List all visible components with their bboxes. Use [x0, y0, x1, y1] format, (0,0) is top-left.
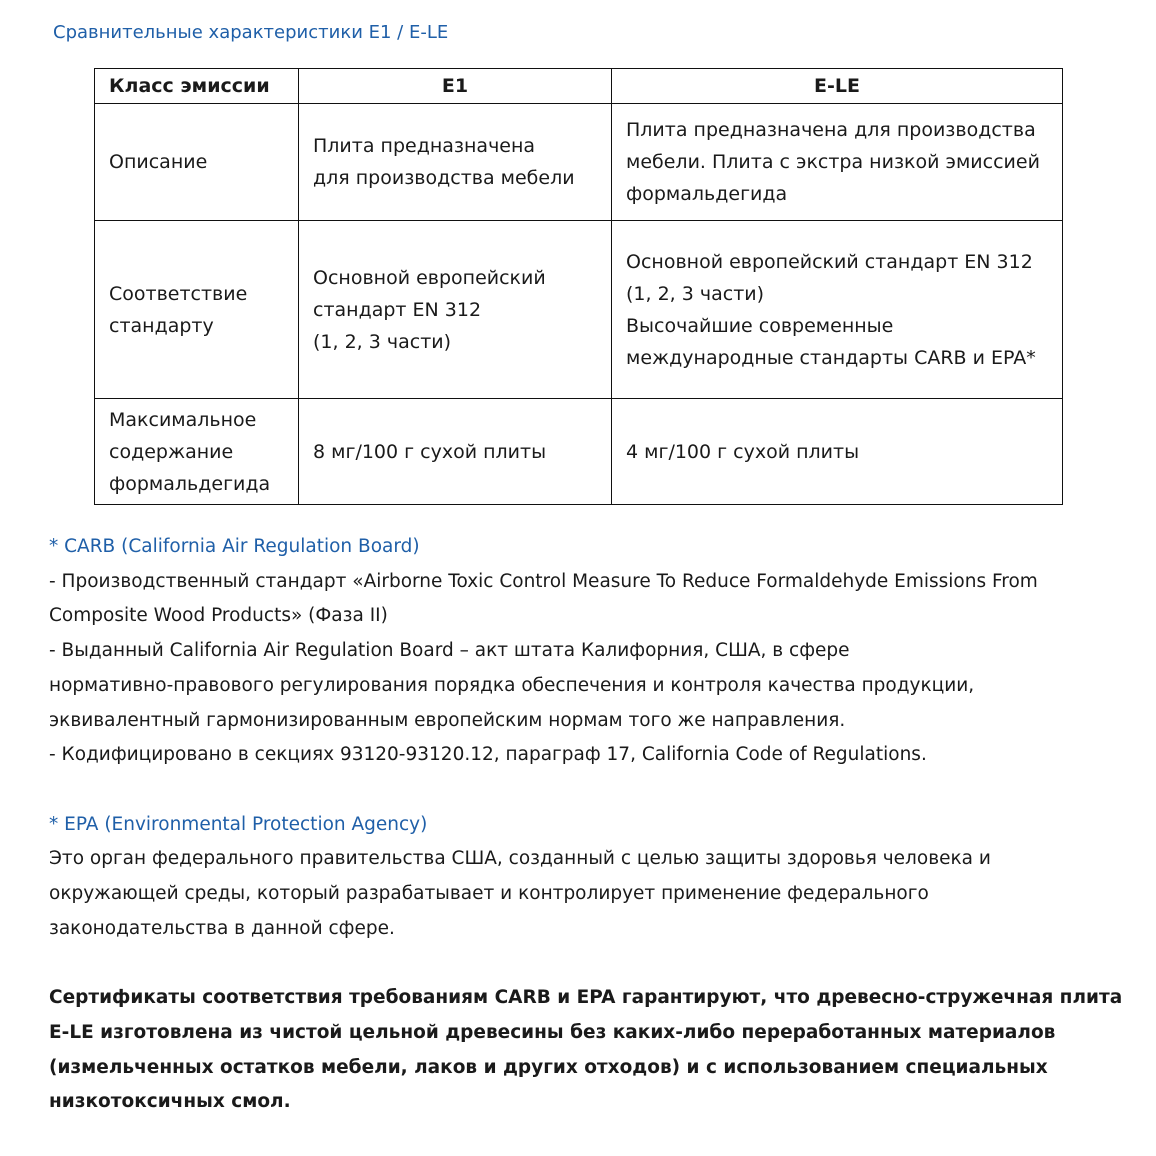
header-e1: E1: [299, 69, 612, 104]
cell-line: содержание: [109, 440, 234, 463]
table-header-row: [95, 69, 1063, 104]
header-ele: E-LE: [612, 69, 1063, 104]
cell-line: Плита предназначена: [313, 135, 536, 157]
cell-line: 8 мг/100 г сухой плиты: [313, 440, 547, 463]
footnotes: [49, 530, 1129, 1120]
carb-line: - Производственный стандарт «Airborne Toxic Control Measure To Reduce Formaldehyde Emissions From: [49, 570, 1038, 592]
cell-line: (1, 2, 3 части): [313, 330, 452, 353]
cell-line: Высочайшие современные: [626, 314, 894, 337]
carb-line: - Выданный California Air Regulation Board – акт штата Калифорния, США, в сфере: [49, 640, 850, 662]
conclusion-line: (измельченных остатков мебели, лаков и других отходов) и с использованием специальных: [49, 1056, 1048, 1078]
header-emission-class: Класс эмиссии: [95, 69, 299, 104]
table-row: [95, 221, 1063, 399]
row-label-max-formaldehyde: [95, 399, 299, 505]
cell-line: (1, 2, 3 части): [626, 282, 765, 305]
cell-line: формальдегида: [626, 183, 788, 205]
comparison-table: [94, 68, 1063, 505]
table-row: [95, 399, 1063, 505]
epa-line: законодательства в данной сфере.: [49, 917, 395, 939]
cell-line: международные стандарты CARB и EPA*: [626, 346, 1036, 369]
cell-line: 4 мг/100 г сухой плиты: [626, 440, 860, 463]
cell-e1-description: [299, 104, 612, 221]
conclusion-line: Сертификаты соответствия требованиям CARB и EPA гарантируют, что древесно-стружечная плита: [49, 987, 1123, 1009]
spacer: [49, 946, 1129, 981]
cell-e1-standard: [299, 221, 612, 399]
cell-line: Максимальное: [109, 408, 257, 431]
cell-line: Основной европейский стандарт EN 312: [626, 250, 1033, 273]
cell-ele-max-formaldehyde: [612, 399, 1063, 505]
carb-line: Composite Wood Products» (Фаза II): [49, 605, 388, 627]
cell-line: Основной европейский: [313, 266, 546, 289]
cell-ele-description: [612, 104, 1063, 221]
epa-heading: * EPA (Environmental Protection Agency): [49, 813, 428, 835]
cell-line: стандарту: [109, 314, 214, 337]
cell-line: формальдегида: [109, 472, 271, 495]
spacer: [49, 773, 1129, 808]
table-row: [95, 104, 1063, 221]
cell-line: Плита предназначена для производства: [626, 119, 1036, 141]
carb-line: нормативно-правового регулирования порядка обеспечения и контроля качества продукции,: [49, 674, 975, 696]
page-title: Сравнительные характеристики E1 / E-LE: [53, 22, 449, 43]
carb-line: эквивалентный гармонизированным европейским нормам того же направления.: [49, 709, 846, 731]
row-label-standard: [95, 221, 299, 399]
cell-e1-max-formaldehyde: [299, 399, 612, 505]
conclusion-line: E-LE изготовлена из чистой цельной древесины без каких-либо переработанных материалов: [49, 1021, 1056, 1043]
cell-line: мебели. Плита с экстра низкой эмиссией: [626, 151, 1040, 173]
cell-line: Описание: [109, 151, 208, 173]
cell-line: стандарт EN 312: [313, 298, 482, 321]
carb-line: - Кодифицировано в секциях 93120-93120.12, параграф 17, California Code of Regulations.: [49, 744, 927, 766]
carb-heading: * CARB (California Air Regulation Board): [49, 536, 420, 557]
conclusion-line: низкотоксичных смол.: [49, 1091, 291, 1113]
cell-line: для производства мебели: [313, 167, 575, 189]
epa-line: окружающей среды, который разрабатывает и контролирует применение федерального: [49, 883, 929, 905]
cell-ele-standard: [612, 221, 1063, 399]
cell-line: Соответствие: [109, 282, 248, 305]
epa-line: Это орган федерального правительства США, созданный с целью защиты здоровья человека и: [49, 848, 991, 870]
row-label-description: [95, 104, 299, 221]
